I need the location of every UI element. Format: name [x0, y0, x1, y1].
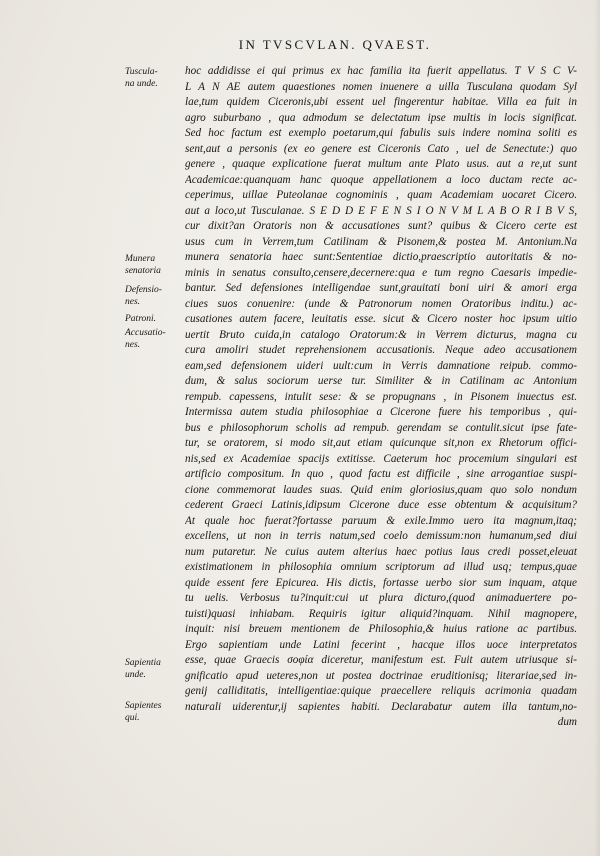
margin-note-sapientes: [125, 700, 185, 724]
text-line: existimationem in philosophia omnium scriptorum ad illud usq; tempus,quae: [185, 561, 577, 573]
margin-note-tusculana: [125, 66, 185, 90]
margin-note-line: senatoria: [125, 266, 161, 276]
main-text-column: [185, 64, 577, 731]
text-line: At quale hoc fuerat?fortasse paruum & exile.Immo uero ita magnum,itaq;: [185, 514, 577, 527]
text-line: Sed hoc factum est exemplo poetarum,qui fabulis suis indere nomina soliti es: [185, 127, 577, 139]
text-line: tuisti)quasi inhiabam. Requiris igitur aliquid?inquam. Nihil magnopere,: [185, 607, 577, 620]
text-line: cusationes autem facere, leuitatis esse. sicut & Cicero noster hoc ipsum uitio: [185, 313, 577, 325]
margin-note-accusationes: [125, 327, 185, 351]
text-line: Intermissa autem studia philosophiae a Cicerone fuere his temporibus , qui-: [185, 406, 577, 418]
text-line: genere , quaque explicatione fuerat multum ante Plato usus. aut a re,ut sunt: [185, 158, 577, 170]
margin-note-line: Munera: [125, 254, 156, 264]
text-line: quide essent fere Epicurea. His dictis, fortasse uerbo sior sum inquam, atque: [185, 576, 577, 589]
margin-note-line: nes.: [125, 340, 141, 350]
margin-note-defensiones: [125, 284, 185, 308]
text-line: hoc addidisse ei qui primus ex hac familia ita fuerit appellatus. T V S C V-: [185, 65, 577, 77]
text-line: lae,tum quidem Ciceronis,ubi essent uel fingerentur habitae. Villa ea fuit in: [185, 96, 577, 108]
text-line: munera senatoria haec sunt:Sententiae dictio,praescriptio autoritatis & no-: [185, 251, 577, 263]
text-line: excellens, ut non in terris natum,sed coelo demissum:non humanum,sed diui: [185, 530, 577, 542]
text-line: Academicae:quanquam hanc quoque appellationem a loco ductam recte ac-: [185, 173, 577, 186]
margin-note-line: qui.: [125, 713, 140, 723]
text-line: esse, quae Graecis σοφία diceretur, manifestum est. Fuit autem utriusque si-: [185, 654, 577, 666]
text-line: inquit: nisi breuem mentionem de Philosophia,& huius ratione ac partibus.: [185, 623, 577, 635]
margin-note-munera: [125, 253, 185, 277]
text-line: sent,aut a personis (ex eo genere est Ciceronis Cato , uel de Senectute:) quo: [185, 142, 577, 155]
margin-notes: [0, 0, 166, 856]
text-line: naturali uiderentur,ij sapientes habiti. Declarabatur autem illa tantum,no-: [185, 700, 577, 713]
text-line: dum: [557, 716, 577, 728]
text-line: agro suburbano , qua admodum se delectatum ipse multis in locis significat.: [185, 111, 577, 124]
margin-note-line: Sapientes: [125, 701, 162, 711]
text-line: Ergo sapientiam unde Latini fecerint , hacque illos uoce interpretatos: [185, 638, 577, 651]
text-line: cione commemorat laudes suas. Quid enim gloriosius,quam quo solo nondum: [185, 483, 577, 496]
margin-note-line: Sapientia: [125, 658, 161, 668]
margin-note-line: nes.: [125, 297, 141, 307]
text-line: artificio compositum. In quo , quod factu est difficile , sine arrogantiae suspi-: [185, 468, 577, 480]
margin-note-sapientia: [125, 657, 185, 681]
text-line: usus cum in Verrem,tum Catilinam & Pisonem,& postea M. Antonium.Na: [185, 235, 577, 248]
text-line: nis,sed ex Academiae spacijs extitisse. Caeterum hoc procemium singulari est: [185, 452, 577, 465]
margin-note-line: Patroni.: [125, 314, 157, 324]
text-line: num putaretur. Ne cuius autem alterius haec potius laus credi posset,eleuat: [185, 545, 577, 558]
margin-note-line: unde.: [125, 670, 146, 680]
text-line: rempub. capessens, intulit sese: & se propugnans , in Pisonem inuectus est.: [185, 390, 577, 403]
text-line: bus e philosophorum scholis ad rempub. gerendam se contulit.sicut ipse fate-: [185, 421, 577, 434]
text-line: aut a loco,ut Tusculanae. S E D D E F E N S I O N V M L A B O R I B V S,: [185, 204, 577, 217]
margin-note-patroni: [125, 313, 185, 325]
text-line: L A N AE autem quaestiones nomen inuenere a uilla Tusculana quodam Syl: [185, 80, 577, 93]
text-line: ciues suos conuenire: (unde & Patronorum nomen Oratoribus inditu.) ac-: [185, 297, 577, 310]
text-line: cederent Graeci Latinis,idipsum Cicerone duce esse obtentum & acquisitum?: [185, 499, 577, 511]
text-line: eam,sed defensionem uideri uult:cum in Verris damnatione reipub. commo-: [185, 359, 577, 372]
margin-note-line: Tuscula-: [125, 67, 158, 77]
text-line: tur, se oratorem, si modo sit,aut etiam quicunque sit,non ex Rhetorum offici-: [185, 437, 577, 449]
margin-note-line: Accusatio-: [125, 328, 166, 338]
text-line: minis in senatus consulto,censere,decernere:qua e tum regno Caesaris impedie-: [185, 266, 577, 279]
text-line: genij calliditatis, intelligentiae:quique praecellere reliquis acrimonia quadam: [185, 685, 577, 697]
text-line: gnificatio apud ueteres,non ut postea doctrinae eruditionisq; literariae,sed in-: [185, 669, 577, 682]
page-edge-shadow: [594, 0, 600, 856]
running-head: IN TVSCVLAN. QVAEST.: [238, 37, 432, 52]
text-line: dum, & salus sociorum uerse tur. Similiter & in Catilinam ac Antonium: [185, 375, 577, 387]
text-line: uertit Bruto cuida,in catalogo Oratorum:& in Verrem dicturus, magna cu: [185, 328, 577, 341]
text-line: cura amoliri studet reprehensionem accusationis. Neque adeo accusationem: [185, 344, 577, 356]
text-line: cur dixit?an Oratoris non & accusationes sunt? quibus & Cicero certe est: [185, 220, 577, 232]
margin-note-line: Defensio-: [125, 285, 162, 295]
text-line: ceperimus, uillae Puteolanae cognominis , quam Academiam uocaret Cicero.: [185, 189, 577, 201]
text-line: tu uelis. Verbosus tu?inquit:cui ut plura dicturo,(quod animaduertere po-: [185, 592, 577, 604]
text-line: bantur. Sed defensiones intelligendae sunt,grauitati boni uiri & amori erga: [185, 282, 577, 294]
margin-note-line: na unde.: [125, 79, 158, 89]
